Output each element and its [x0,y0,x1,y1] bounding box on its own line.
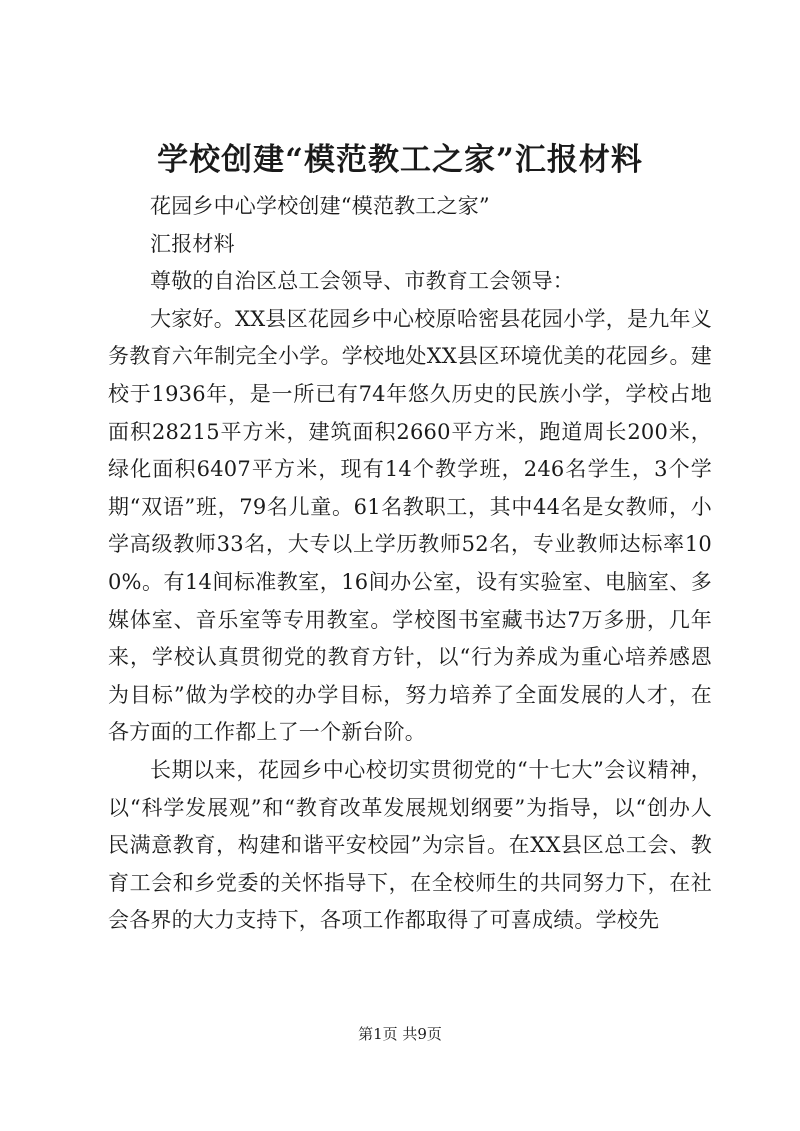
subtitle-line-1: 花园乡中心学校创建“模范教工之家” [150,194,490,218]
salutation: 尊敬的自治区总工会领导、市教育工会领导： [150,269,574,294]
document-title: 学校创建“模范教工之家”汇报材料 [157,142,643,178]
body-paragraph-achievements: 长期以来，花园乡中心校切实贯彻党的“十七大”会议精神，以“科学发展观”和“教育改革发展规划纲要”为指导，以“创办人民满意教育，构建和谐平安校园”为宗旨。在XX县区总工会、教育工会和乡党委的关怀指导下，在全校师生的共同努力下，在社会各界的大力支持下，各项工作都取得了可喜成绩。学校先 [108,757,712,933]
document-body [108,188,712,940]
subtitle-line-2: 汇报材料 [150,231,235,256]
page-footer: 第1页 共9页 [358,1025,442,1043]
body-paragraph-intro: 大家好。XX县区花园乡中心校原哈密县花园小学，是九年义务教育六年制完全小学。学校地处XX县区环境优美的花园乡。建校于1936年，是一所已有74年悠久历史的民族小学，学校占地面积28215平方米，建筑面积2660平方米，跑道周长200米，绿化面积6407平方米，现有14个教学班，246名学生，3个学期“双语”班，79名儿童。61名教职工，其中44名是女教师，小学高级教师33名，大专以上学历教师52名，专业教师达标率100%。有14间标准教室，16间办公室，设有实验室、电脑室、多媒体室、音乐室等专用教室。学校图书室藏书达7万多册，几年来，学校认真贯彻党的教育方针，以“行为养成为重心培养感恩为目标”做为学校的办学目标，努力培养了全面发展的人才，在各方面的工作都上了一个新台阶。 [108,306,712,745]
